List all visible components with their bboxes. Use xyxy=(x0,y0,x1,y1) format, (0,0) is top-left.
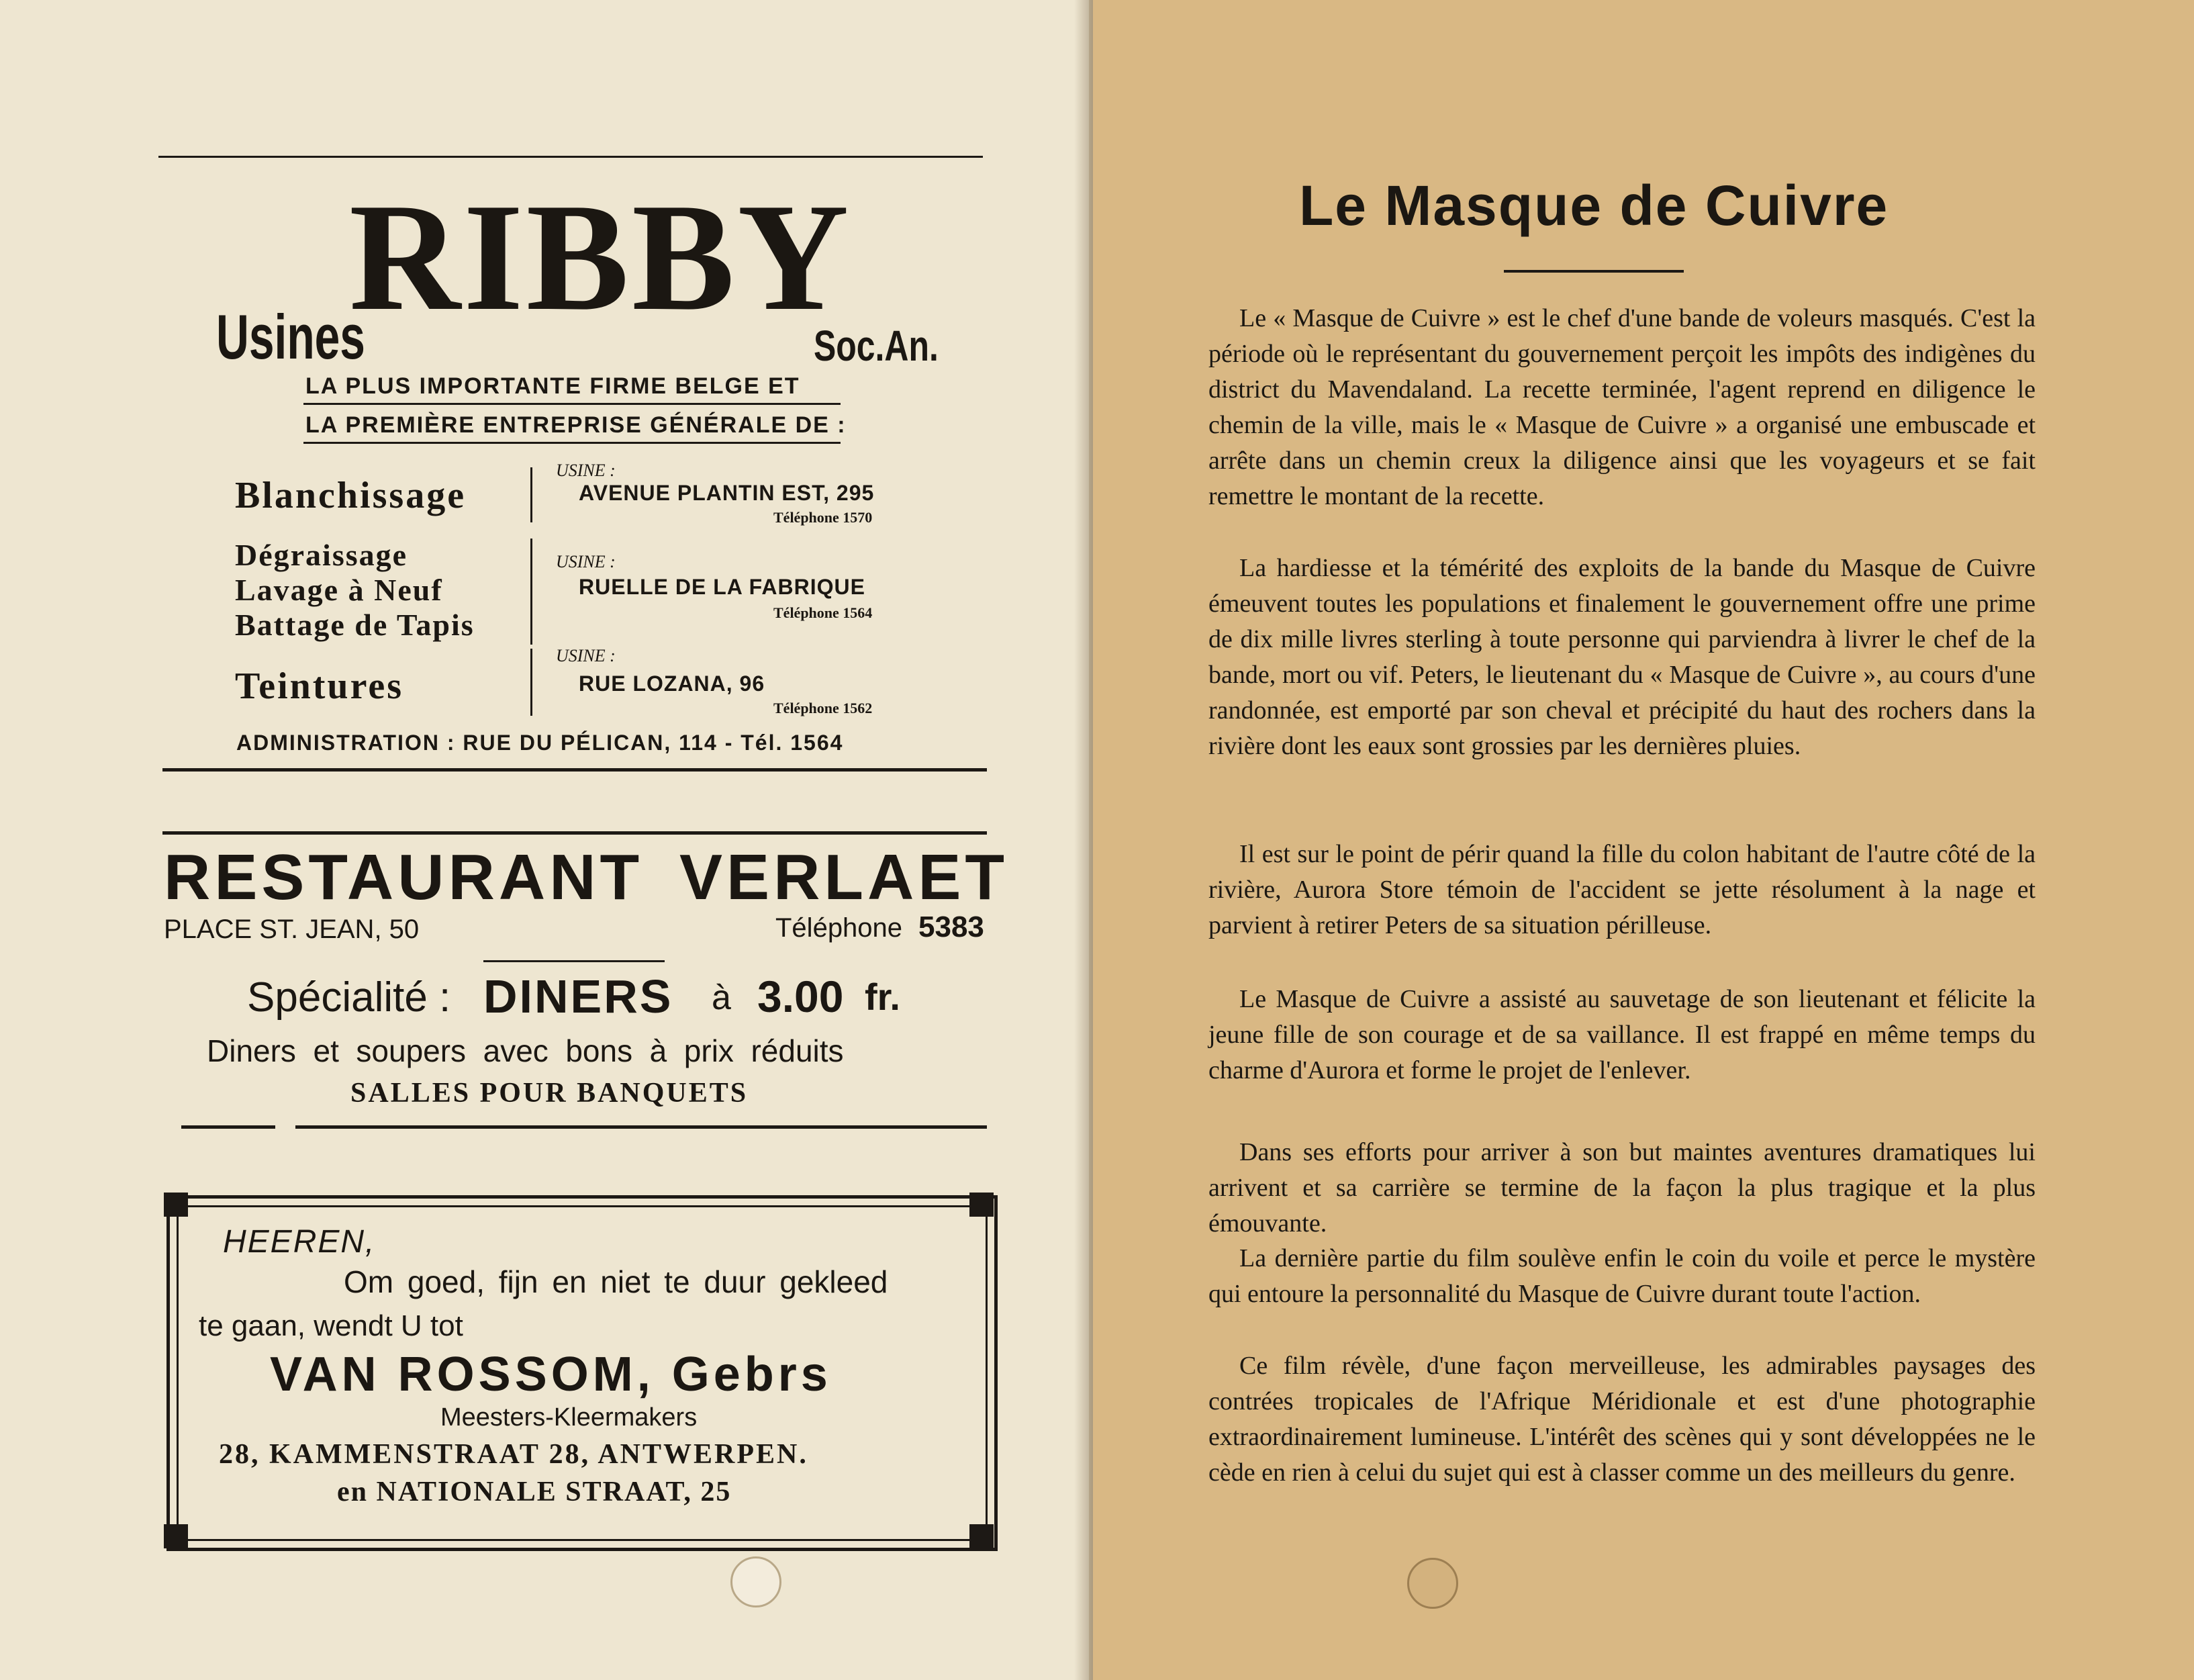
restaurant-line-3: SALLES POUR BANQUETS xyxy=(350,1078,749,1109)
left-page xyxy=(0,0,1093,1680)
ribby-administration: ADMINISTRATION : RUE DU PÉLICAN, 114 - Tél. 1564 xyxy=(236,731,844,755)
factory-3-phone: Téléphone 1562 xyxy=(773,700,873,716)
article-paragraph: La dernière partie du film soulève enfin le coin du voile et perce le mystère qui entoure la personnalité du Masque de Cuivre durant toute l'action. xyxy=(1208,1244,2036,1308)
frame-corner xyxy=(969,1193,994,1217)
brace-2 xyxy=(530,539,532,645)
service-degraissage: Dégraissage xyxy=(235,538,408,572)
restaurant-phone: 5383 xyxy=(918,911,984,943)
title-underline xyxy=(1504,270,1684,273)
brace-1 xyxy=(530,467,532,522)
service-teintures: Teintures xyxy=(235,665,404,707)
frame-corner xyxy=(164,1193,188,1217)
ribby-logo: RIBBY xyxy=(349,171,852,342)
restaurant-name-left: RESTAURANT xyxy=(164,841,644,913)
restaurant-bottom-rule-a xyxy=(181,1125,275,1129)
vr-subtitle: Meesters-Kleermakers xyxy=(440,1403,698,1432)
vr-address-2: en NATIONALE STRAAT, 25 xyxy=(337,1477,732,1507)
restaurant-name-right: VERLAET xyxy=(679,841,1009,913)
vr-line-1: Om goed, fijn en niet te duur gekleed xyxy=(344,1264,888,1299)
factory-2-address: RUELLE DE LA FABRIQUE xyxy=(579,575,865,599)
service-blanchissage: Blanchissage xyxy=(235,475,467,516)
specialite-item: DINERS xyxy=(483,970,673,1023)
ribby-tagline-2: LA PREMIÈRE ENTREPRISE GÉNÉRALE DE : xyxy=(305,412,847,438)
ribby-tagline-1: LA PLUS IMPORTANTE FIRME BELGE ET xyxy=(305,373,800,399)
restaurant-phone-label: Téléphone xyxy=(775,913,903,943)
restaurant-address: PLACE ST. JEAN, 50 xyxy=(164,915,420,944)
article-paragraph: Le « Masque de Cuivre » est le chef d'une bande de voleurs masqués. C'est la période où le représentant du gouvernement perçoit les impôts des indigènes du district du Mavendaland. La recette terminée, l'agent reprend en diligence le chemin de la ville, mais le « Masque de Cuivre » a organisé une embuscade et arrête dans un chemin creux la diligence ainsi que les voyageurs et se fait remettre le montant de la recette. xyxy=(1208,304,2036,510)
factory-1-phone: Téléphone 1570 xyxy=(773,509,873,526)
factory-2-phone: Téléphone 1564 xyxy=(773,604,873,621)
article-paragraph: Dans ses efforts pour arriver à son but maintes aventures dramatiques lui arrivent et sa carrière se termine de la façon la plus tragique et la plus émouvante. xyxy=(1208,1138,2036,1238)
article-paragraph: Il est sur le point de périr quand la fille du colon habitant de l'autre côté de la rivière, Aurora Store témoin de l'accident se jette résolument à la nage et parvient à retirer Peters de sa situation périlleuse. xyxy=(1208,840,2036,939)
factory-3-address: RUE LOZANA, 96 xyxy=(579,671,765,696)
article-paragraph: La hardiesse et la témérité des exploits de la bande du Masque de Cuivre émeuvent toutes les populations et finalement le gouvernement offre une prime de dix mille livres sterling à toute personne qui parviendra à livrer le chef de la bande, mort ou vif. Peters, le lieutenant du « Masque de Cuivre », au cours d'une randonnée, est emporté par son cheval et précipité du haut des rochers dans la rivière dont les eaux sont grossies par les dernières pluies. xyxy=(1208,554,2036,760)
restaurant-line-2: Diners et soupers avec bons à prix réduits xyxy=(207,1033,844,1068)
specialite-a: à xyxy=(712,978,731,1017)
top-divider xyxy=(158,156,983,158)
tagline-underline-2 xyxy=(303,442,841,444)
binding-hole xyxy=(730,1556,781,1607)
factory-1-address: AVENUE PLANTIN EST, 295 xyxy=(579,481,875,505)
factory-2-label: USINE : xyxy=(556,552,616,571)
restaurant-top-rule xyxy=(162,831,987,835)
vr-address-1: 28, KAMMENSTRAAT 28, ANTWERPEN. xyxy=(219,1439,808,1470)
factory-3-label: USINE : xyxy=(556,646,616,665)
service-battage: Battage de Tapis xyxy=(235,608,475,642)
service-lavage: Lavage à Neuf xyxy=(235,573,443,607)
vr-line-2: te gaan, wendt U tot xyxy=(199,1309,463,1342)
factory-1-label: USINE : xyxy=(556,461,616,480)
specialite-label: Spécialité : xyxy=(247,974,451,1021)
binding-hole xyxy=(1407,1558,1458,1609)
brace-3 xyxy=(530,649,532,716)
ribby-bottom-rule xyxy=(162,768,987,772)
article-paragraph: Ce film révèle, d'une façon merveilleuse, les admirables paysages des contrées tropicales de l'Afrique Méridionale et est d'une photographie extraordinairement lumineuse. L'intérêt des scènes qui y sont développées ne le cède en rien à celui du sujet qui est à classer comme un des meilleurs du genre. xyxy=(1208,1352,2036,1487)
article-paragraph: Le Masque de Cuivre a assisté au sauvetage de son lieutenant et félicite la jeune fille de son courage et de sa vaillance. Il est frappé en même temps du charme d'Aurora et forme le projet de l'enlever. xyxy=(1208,985,2036,1084)
tagline-underline-1 xyxy=(303,403,841,405)
ribby-prefix: Usines xyxy=(216,301,365,372)
vr-greeting: HEEREN, xyxy=(223,1224,376,1260)
restaurant-bottom-rule-b xyxy=(295,1125,987,1129)
vr-name: VAN ROSSOM, Gebrs xyxy=(270,1348,832,1401)
restaurant-short-rule xyxy=(483,960,665,962)
article-title: Le Masque de Cuivre xyxy=(1299,174,1889,237)
specialite-unit: fr. xyxy=(865,976,900,1018)
specialite-price: 3.00 xyxy=(757,972,844,1021)
ribby-suffix: Soc.An. xyxy=(814,322,939,370)
frame-corner xyxy=(969,1524,994,1548)
frame-corner xyxy=(164,1524,188,1548)
